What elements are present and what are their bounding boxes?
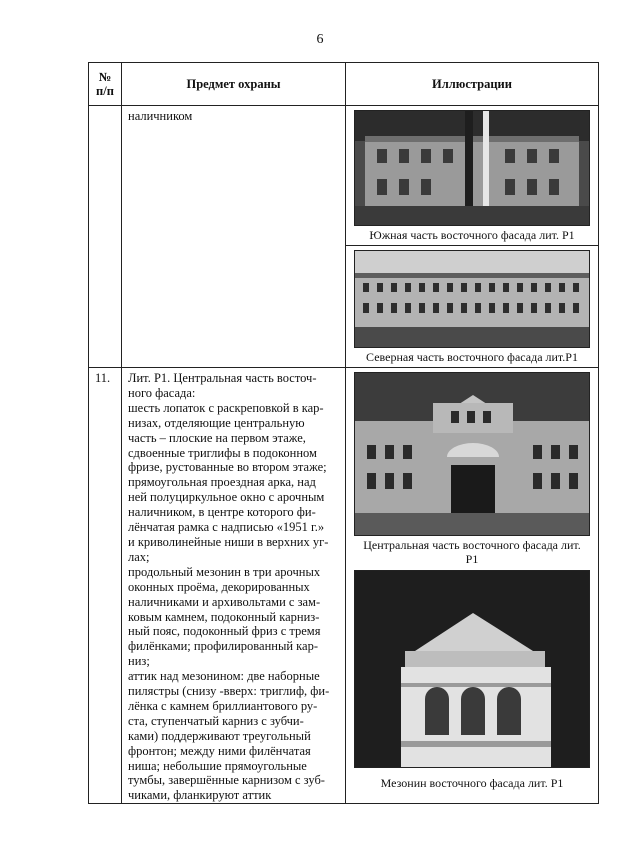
row-number: 11. [89, 368, 122, 804]
photo-north-east-facade [354, 250, 590, 348]
photo-mezzanine-east-facade [354, 570, 590, 768]
page-number: 6 [316, 32, 324, 47]
row-subject: Лит. Р1. Центральная часть восточ- ного фасада: шесть лопаток с раскреповкой в кар- низах, отделяющие центральную часть – плоские на первом этаже, сдвоенные триглифы в подоконном фризе, рустованные во втором этаже; прямоугольная проездная арка, над ней полуциркульное окно с арочным наличником, в центре которого фи- лёнчатая рамка с надписью «1951 г.» и криволинейные ниши в верхних уг- лах; продольный мезонин в три арочных оконных проёма, декорированных наличниками и архивольтами с зам- ковым камнем, подоконный карниз- ный пояс, подоконный фриз с тремя филёнками; профилированный кар- низ; аттик над мезонином: две наборные пилястры (снизу -вверх: триглиф, фи- лёнка с камнем бриллиантового ру- ста, ступенчатый карниз с зубчи- ками) поддерживают треугольный фронтон; между ними филёнчатая ниша; небольшие прямоугольные тумбы, завершённые карнизом с зуб- чиками, фланкируют аттик [122, 368, 346, 804]
header-number-label: № п/п [96, 70, 114, 98]
photo-caption: Северная часть восточного фасада лит.Р1 [366, 350, 578, 364]
table-header-row [89, 63, 599, 106]
photo-caption: Центральная часть восточного фасада лит. Р1 [363, 538, 581, 566]
row-illustrations [346, 368, 599, 804]
photo-caption: Мезонин восточного фасада лит. Р1 [380, 776, 564, 790]
table-row [89, 368, 599, 804]
row-number [89, 106, 122, 368]
header-subject: Предмет охраны [122, 63, 346, 106]
table-row [89, 106, 599, 368]
row-subject: наличником [122, 106, 346, 368]
caption-divider [346, 245, 598, 246]
photo-caption: Южная часть восточного фасада лит. Р1 [369, 228, 575, 242]
header-number [89, 63, 122, 106]
photo-central-east-facade [354, 372, 590, 536]
header-illustrations: Иллюстрации [346, 63, 599, 106]
photo-south-east-facade [354, 110, 590, 226]
row-illustrations [346, 106, 599, 368]
protection-table [88, 62, 599, 804]
